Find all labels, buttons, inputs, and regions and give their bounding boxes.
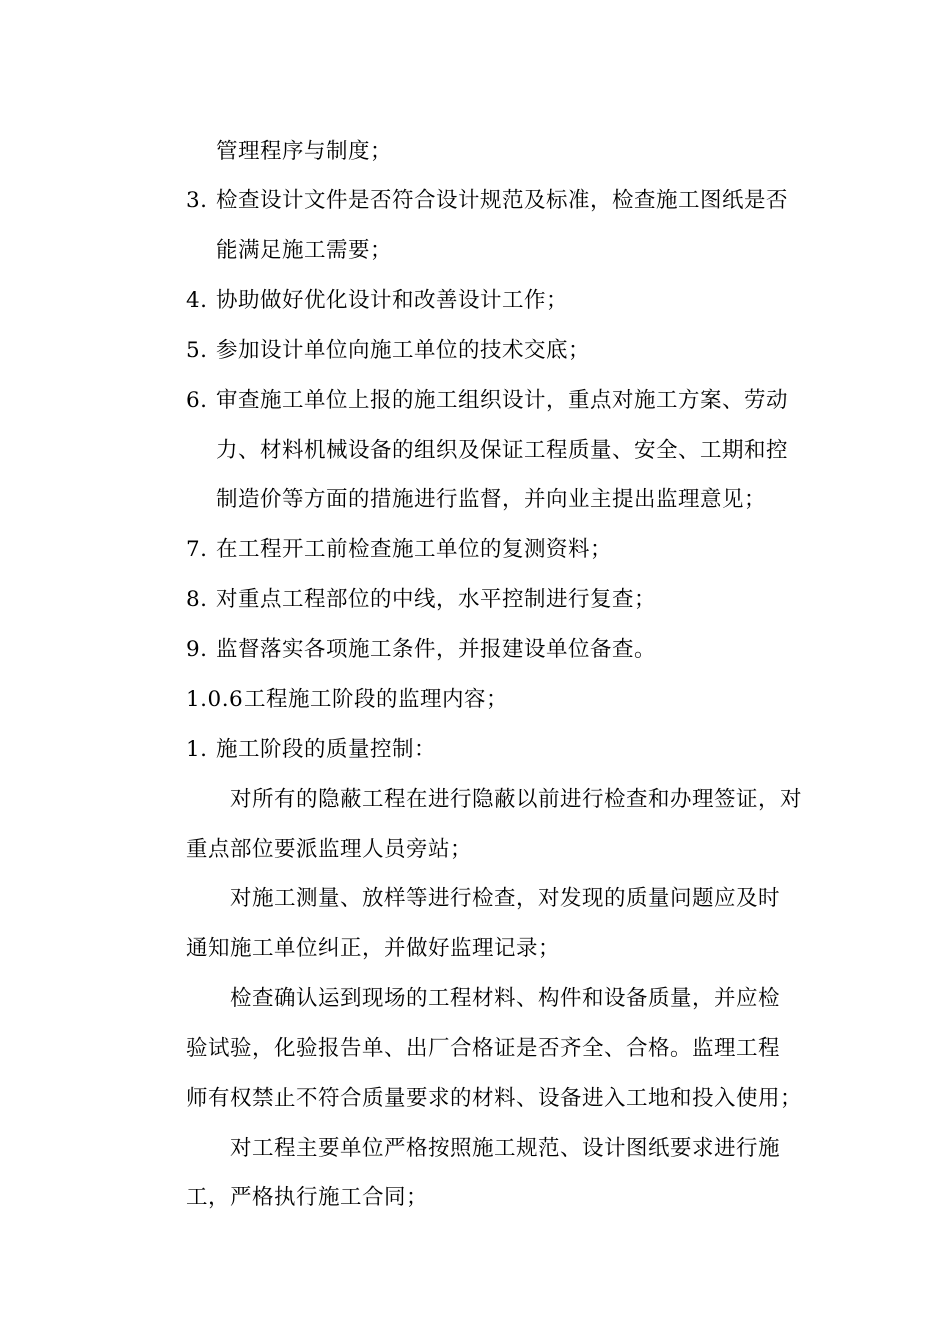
line-text: 审查施工单位上报的施工组织设计，重点对施工方案、劳动	[216, 388, 789, 413]
list-number: 5.	[186, 338, 208, 363]
list-item-6	[186, 386, 788, 416]
list-item-9	[186, 635, 656, 665]
line-text: 验试验，化验报告单、出厂合格证是否齐全、合格。监理工程	[186, 1036, 781, 1061]
line-text: 在工程开工前检查施工单位的复测资料；	[216, 537, 613, 562]
line-text: 力、材料机械设备的组织及保证工程质量、安全、工期和控	[216, 438, 789, 463]
line-text: 施工阶段的质量控制：	[216, 737, 437, 762]
section-heading	[186, 685, 508, 715]
line-text: 参加设计单位向施工单位的技术交底；	[216, 338, 591, 363]
paragraph-line	[186, 934, 560, 964]
paragraph-line	[186, 1084, 802, 1114]
list-number: 7.	[186, 537, 208, 562]
line-text: 对工程主要单位严格按照施工规范、设计图纸要求进行施	[230, 1136, 781, 1161]
text-line	[216, 137, 392, 167]
list-item-3	[186, 186, 788, 216]
section-title: 工程施工阶段的监理内容；	[244, 687, 509, 712]
line-text: 工，严格执行施工合同；	[186, 1185, 429, 1210]
paragraph-line	[186, 1183, 428, 1213]
line-text: 对所有的隐蔽工程在进行隐蔽以前进行检查和办理签证，对	[230, 787, 803, 812]
list-item-1	[186, 735, 436, 765]
paragraph-line	[186, 835, 472, 865]
list-number: 4.	[186, 288, 208, 313]
line-text: 检查确认运到现场的工程材料、构件和设备质量，并应检	[230, 986, 781, 1011]
line-text: 师有权禁止不符合质量要求的材料、设备进入工地和投入使用；	[186, 1086, 803, 1111]
list-number: 1.	[186, 737, 208, 762]
line-text: 能满足施工需要；	[216, 238, 393, 263]
line-text: 对施工测量、放样等进行检查，对发现的质量问题应及时	[230, 886, 781, 911]
paragraph-line	[230, 1134, 780, 1164]
line-text: 对重点工程部位的中线，水平控制进行复查；	[216, 587, 657, 612]
paragraph-line	[230, 984, 780, 1014]
line-text: 协助做好优化设计和改善设计工作；	[216, 288, 569, 313]
list-number: 9.	[186, 637, 208, 662]
list-item-7	[186, 535, 612, 565]
paragraph-line	[230, 884, 780, 914]
paragraph-line	[186, 1034, 780, 1064]
list-item-4	[186, 286, 568, 316]
line-text: 管理程序与制度；	[216, 139, 393, 164]
line-text: 制造价等方面的措施进行监督，并向业主提出监理意见；	[216, 487, 767, 512]
list-number: 8.	[186, 587, 208, 612]
text-line	[216, 236, 392, 266]
text-line	[216, 436, 788, 466]
line-text: 重点部位要派监理人员旁站；	[186, 837, 473, 862]
list-item-5	[186, 336, 590, 366]
text-line	[216, 485, 766, 515]
line-text: 检查设计文件是否符合设计规范及标准，检查施工图纸是否	[216, 188, 789, 213]
list-item-8	[186, 585, 656, 615]
list-number: 3.	[186, 188, 208, 213]
line-text: 通知施工单位纠正，并做好监理记录；	[186, 936, 561, 961]
paragraph-line	[230, 785, 802, 815]
section-number: 1.0.6	[186, 687, 244, 712]
line-text: 监督落实各项施工条件，并报建设单位备查。	[216, 637, 657, 662]
list-number: 6.	[186, 388, 208, 413]
